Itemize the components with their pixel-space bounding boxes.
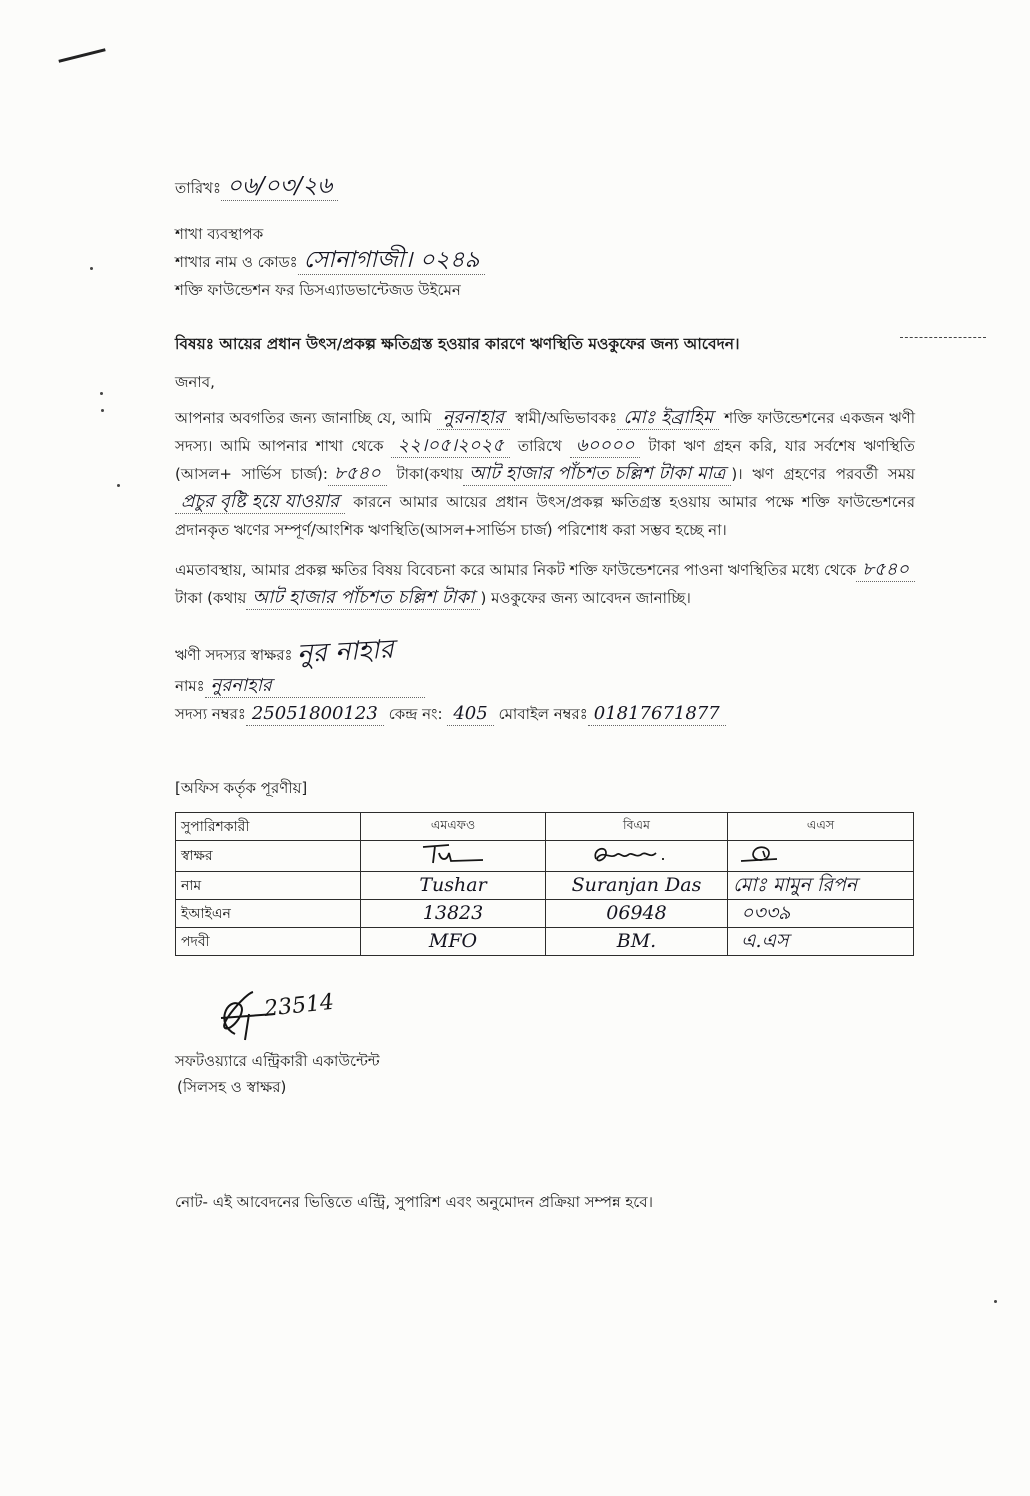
member-info <box>175 634 915 728</box>
center-no-value: 405 <box>447 705 493 726</box>
member-no-label: সদস্য নম্বরঃ <box>175 705 246 723</box>
mfo-designation: MFO <box>428 930 478 952</box>
as-signature-scribble <box>733 841 793 867</box>
table-header-row <box>176 813 914 841</box>
branch-label: শাখার নাম ও কোডঃ <box>175 253 298 271</box>
member-signature-row <box>175 634 915 672</box>
member-name-field: নুরনাহার <box>437 409 510 430</box>
member-number-row <box>175 700 915 728</box>
paragraph-2 <box>175 556 915 612</box>
scan-speck <box>101 409 104 412</box>
member-name-row <box>175 672 915 700</box>
addressee: শাখা ব্যবস্থাপক <box>175 225 264 243</box>
accountant-signature <box>205 984 355 1046</box>
subject-line: বিষয়ঃ আয়ের প্রধান উৎস/প্রকল্প ক্ষতিগ্রস্ত হওয়ার কারণে ঋণস্থিতি মওকুফের জন্য আবেদন। <box>175 335 740 353</box>
table-row-name <box>176 872 914 900</box>
para1-text-7: )। ঋণ গ্রহণের পরবর্তী সময় <box>731 465 915 483</box>
footer-note: নোট- এই আবেদনের ভিত্তিতে এন্ট্রি, সুপারিশ এবং অনুমোদন প্রক্রিয়া সম্পন্ন হবে। <box>175 1193 653 1211</box>
para2-text-1: এমতাবস্থায়, আমার প্রকল্প ক্ষতির বিষয় বিবেচনা করে আমার নিকট শক্তি ফাউন্ডেশনের পাওনা ঋণস্থিতির মধ্যে থেকে <box>175 561 857 579</box>
bm-name: Suranjan Das <box>571 874 702 896</box>
table-row-signature <box>176 841 914 872</box>
header-mfo: এমএফও <box>361 813 546 841</box>
member-name-value: নুরনাহার <box>205 677 425 698</box>
scan-speck <box>994 1300 997 1303</box>
office-use-label: [অফিস কর্তৃক পূরণীয়] <box>175 779 308 797</box>
accountant-seal-note: (সিলসহ ও স্বাক্ষর) <box>177 1078 287 1096</box>
scan-speck <box>117 484 120 487</box>
organization-name: শক্তি ফাউন্ডেশন ফর ডিসএ্যাডভান্টেজড উইমেন <box>175 281 461 299</box>
date-label: তারিখঃ <box>175 179 221 197</box>
table-row-designation <box>176 928 914 956</box>
salutation: জনাব, <box>175 373 215 391</box>
header-bm: বিএম <box>546 813 728 841</box>
member-no-value: 25051800123 <box>246 705 384 726</box>
balance-words-field: আট হাজার পাঁচশত চল্লিশ টাকা মাত্র <box>463 465 731 486</box>
waiver-amount-field: ৮৫৪০ <box>856 561 915 582</box>
para2-text-3: ) মওকুফের জন্য আবেদন জানাচ্ছি। <box>480 589 691 607</box>
damage-cause-field: প্রচুর বৃষ্টি হয়ে যাওয়ার <box>175 493 345 514</box>
table-row-ein <box>176 900 914 928</box>
para1-text-8: কারনে আমার আয়ের প্রধান উৎস/প্রকল্প ক্ষতিগ্রস্ত হওয়ায় আমার পক্ষে শক্তি ফাউন্ডেশনের প্রদানকৃত ঋণের সম্পূর্ণ/আংশিক ঋণস্থিতি(আসল+সার্ভিস চার্জ) পরিশোধ করা সম্ভব হচ্ছে না। <box>175 493 915 539</box>
loan-amount-field: ৬০০০০ <box>570 437 641 458</box>
signature-row-label: স্বাক্ষর <box>176 841 361 872</box>
date-value: ০৬/০৩/২৬ <box>221 175 338 201</box>
ein-row-label: ইআইএন <box>176 900 361 928</box>
bm-signature-scribble <box>582 841 692 867</box>
loan-date-field: ২২।০৫।২০২৫ <box>391 437 509 458</box>
member-signature-label: ঋণী সদস্যর স্বাক্ষরঃ <box>175 646 293 664</box>
para1-text-6: টাকা(কথায় <box>396 465 464 483</box>
branch-row <box>175 248 915 276</box>
name-row-label: নাম <box>176 872 361 900</box>
guardian-name-field: মোঃ ইব্রাহিম <box>617 409 719 430</box>
as-designation: এ.এস <box>741 930 789 952</box>
designation-row-label: পদবী <box>176 928 361 956</box>
accountant-signature-number: 23514 <box>263 989 336 1022</box>
scan-speck <box>90 267 93 270</box>
para1-text-5: টাকা ঋণ গ্রহন করি, যার সর্বশেষ ঋণস্থিতি (আসল+ সার্ভিস চার্জ): <box>175 437 915 483</box>
date-row <box>175 170 915 206</box>
mobile-value: 01817671877 <box>588 705 726 726</box>
waiver-words-field: আট হাজার পাঁচশত চল্লিশ টাকা <box>246 589 480 610</box>
office-recommendation-table <box>175 812 914 956</box>
mfo-signature <box>361 841 546 872</box>
balance-field: ৮৫৪০ <box>328 465 387 486</box>
as-name: মোঃ মামুন রিপন <box>733 874 858 896</box>
bm-ein: 06948 <box>606 902 667 924</box>
letter-body <box>175 170 915 1216</box>
as-ein: ০৩৩৯ <box>741 902 791 924</box>
para1-text-2: স্বামী/অভিভাবকঃ <box>515 409 618 427</box>
scan-speck <box>100 392 103 395</box>
para1-text-4: তারিখে <box>517 437 562 455</box>
para1-text-1: আপনার অবগতির জন্য জানাচ্ছি যে, আমি <box>175 409 432 427</box>
para1-text-3: শক্তি ফাউন্ডেশনের একজন ঋণী সদস্য। আমি আপনার শাখা থেকে <box>175 409 915 455</box>
bm-signature <box>546 841 728 872</box>
header-as: এএস <box>728 813 914 841</box>
member-name-label: নামঃ <box>175 677 205 695</box>
bm-designation: BM. <box>616 930 657 952</box>
as-signature <box>728 841 914 872</box>
member-signature: নুর নাহার <box>296 634 395 670</box>
mobile-label: মোবাইল নম্বরঃ <box>498 705 588 723</box>
mfo-signature-scribble <box>413 841 493 867</box>
mfo-ein: 13823 <box>422 902 484 924</box>
para2-text-2: টাকা (কথায় <box>175 589 247 607</box>
center-label: কেন্দ্র নং: <box>388 705 443 723</box>
pen-mark <box>58 48 105 62</box>
accountant-title: সফটওয়্যারে এন্ট্রিকারী একাউন্টেন্ট <box>175 1052 380 1070</box>
mfo-name: Tushar <box>419 874 487 896</box>
header-recommender: সুপারিশকারী <box>176 813 361 841</box>
branch-value: সোনাগাজী। ০২৪৯ <box>298 249 486 275</box>
paragraph-1 <box>175 404 915 544</box>
accountant-block <box>175 984 915 1100</box>
